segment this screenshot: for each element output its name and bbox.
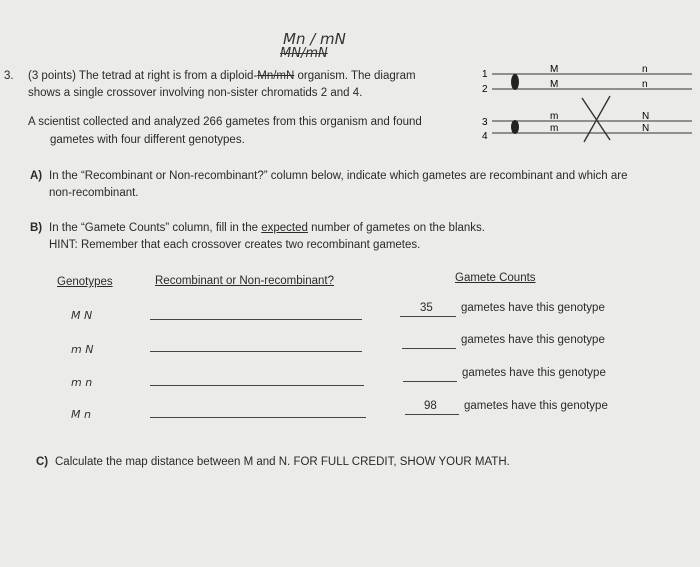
header-gamete-counts: Gamete Counts [455, 272, 536, 284]
genotype-row-4: M n [71, 408, 91, 421]
part-b-line-1-suffix: number of gametes on the blanks. [307, 222, 485, 234]
part-a-line-1: In the “Recombinant or Non-recombinant?” column below, indicate which gametes are recombinant and which are [49, 170, 628, 182]
allele-label-4-left: m [550, 123, 559, 134]
count-value-row-4: 98 [424, 400, 437, 412]
question-line-4: gametes with four different genotypes. [50, 134, 245, 146]
count-blank-row-4[interactable] [405, 414, 459, 415]
count-suffix-row-4: gametes have this genotype [464, 400, 608, 412]
part-b-label: B) [30, 222, 43, 234]
part-b-line-1-prefix: In the “Gamete Counts” column, fill in the [49, 222, 262, 234]
genotype-row-1: M N [71, 309, 93, 322]
chromatid-number-3: 3 [482, 117, 488, 128]
allele-label-2-right: n [642, 79, 648, 90]
question-line-1-suffix: organism. The diagram [294, 70, 416, 82]
chromatid-number-4: 4 [482, 131, 488, 142]
question-line-1-crossed: Mn/mN [257, 70, 295, 82]
count-blank-row-3[interactable] [403, 381, 457, 382]
part-b-line-1 [49, 222, 485, 234]
allele-label-1-right: n [642, 64, 648, 75]
allele-label-2-left: M [550, 79, 559, 90]
part-a-line-2: non-recombinant. [49, 187, 139, 199]
count-suffix-row-3: gametes have this genotype [462, 367, 606, 379]
part-a-label: A) [30, 170, 43, 182]
allele-label-1-left: M [550, 64, 559, 75]
count-value-row-1: 35 [420, 302, 433, 314]
chromatid-number-2: 2 [482, 84, 488, 95]
part-b-line-1-underlined: expected [261, 222, 308, 234]
count-suffix-row-2: gametes have this genotype [461, 334, 605, 346]
question-number: 3. [4, 70, 14, 82]
handwritten-genotype: Mn / mN [283, 30, 346, 48]
part-c-label: C) [36, 456, 49, 468]
genotype-row-3: m n [71, 376, 93, 389]
question-line-2: shows a single crossover involving non-sister chromatids 2 and 4. [28, 87, 363, 99]
count-blank-row-2[interactable] [402, 348, 456, 349]
genotype-row-2: m N [71, 343, 94, 356]
tetrad-diagram [470, 60, 698, 150]
part-c-text: Calculate the map distance between M and N. FOR FULL CREDIT, SHOW YOUR MATH. [55, 456, 510, 468]
count-blank-row-1[interactable] [400, 316, 456, 317]
recombinant-blank-row-3[interactable] [150, 385, 364, 386]
centromere-bottom [511, 120, 519, 134]
handwritten-crossed-genotype: MN/mN [280, 46, 328, 61]
header-genotypes: Genotypes [57, 276, 113, 288]
allele-label-3-left: m [550, 111, 559, 122]
allele-label-4-right: N [642, 123, 650, 134]
part-b-hint: HINT: Remember that each crossover creates two recombinant gametes. [49, 239, 421, 251]
centromere-top [511, 74, 519, 90]
question-line-3: A scientist collected and analyzed 266 gametes from this organism and found [28, 116, 422, 128]
recombinant-blank-row-1[interactable] [150, 319, 362, 320]
recombinant-blank-row-4[interactable] [150, 417, 366, 418]
chromatid-number-1: 1 [482, 69, 488, 80]
allele-label-3-right: N [642, 111, 650, 122]
question-line-1 [28, 70, 416, 82]
question-line-1-prefix: (3 points) The tetrad at right is from a diploid- [28, 70, 258, 82]
count-suffix-row-1: gametes have this genotype [461, 302, 605, 314]
recombinant-blank-row-2[interactable] [150, 351, 362, 352]
header-recombinant: Recombinant or Non-recombinant? [155, 275, 334, 287]
